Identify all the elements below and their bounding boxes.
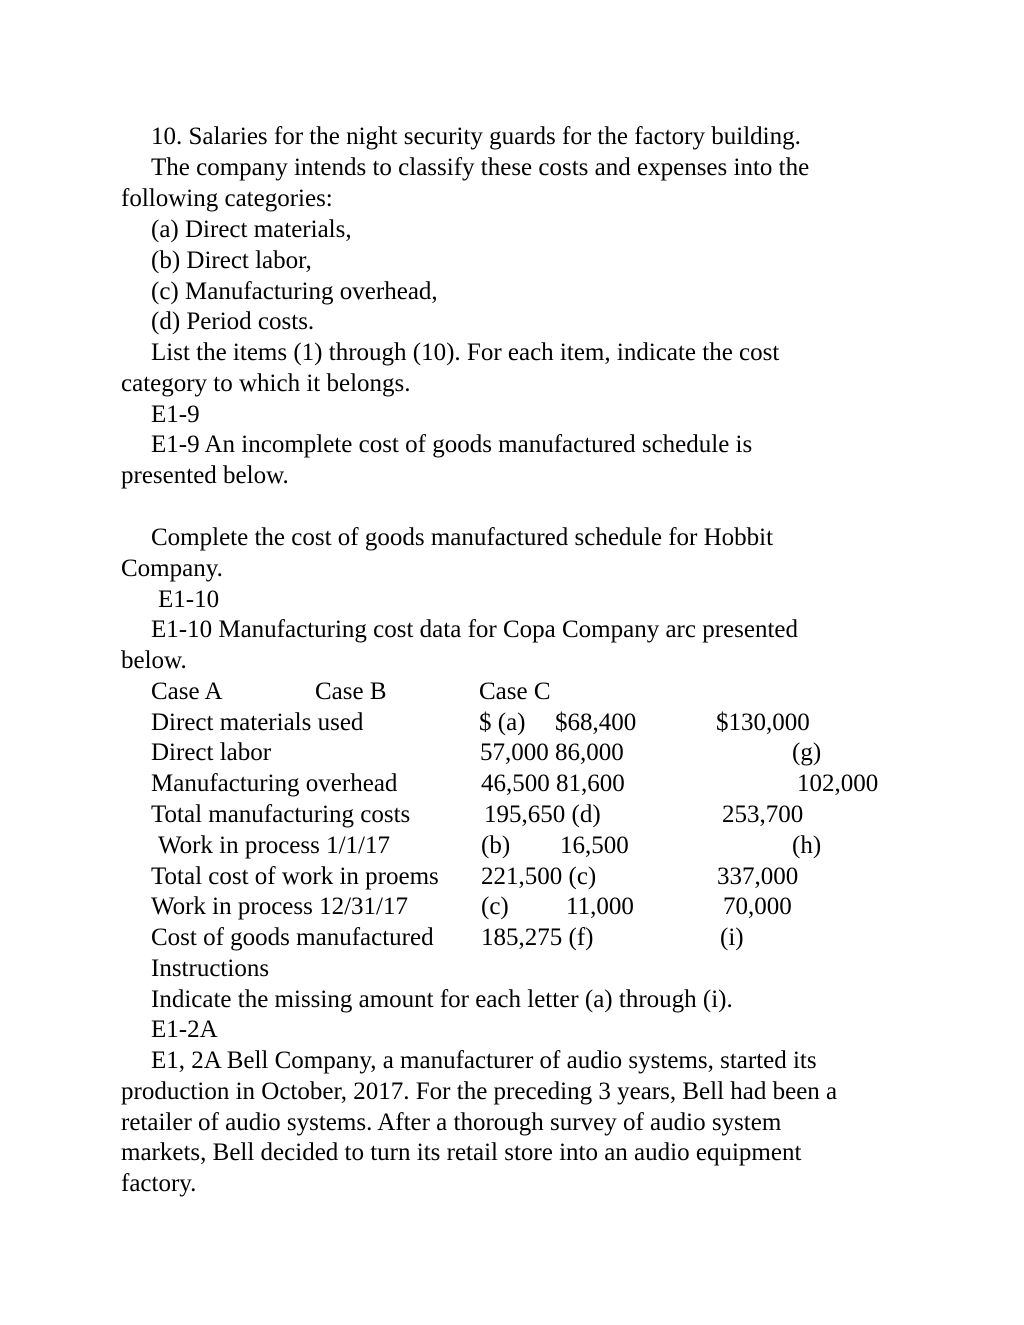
text-line: category to which it belongs.	[121, 370, 411, 397]
text-line: production in October, 2017. For the preceding 3 years, Bell had been a	[121, 1078, 838, 1105]
table-cell: 57,000 86,000	[480, 739, 624, 766]
table-cell: 253,700	[722, 801, 804, 828]
table-cell: (h)	[792, 832, 822, 859]
table-cell: (i)	[720, 924, 744, 951]
row-label: Direct materials used	[151, 709, 364, 736]
column-header: Case C	[479, 678, 551, 705]
table-cell: $ (a)	[479, 709, 526, 736]
text-line: Company.	[121, 555, 223, 582]
column-header: Case A	[151, 678, 223, 705]
row-label: Cost of goods manufactured	[151, 924, 434, 951]
text-line: retailer of audio systems. After a thorough survey of audio system	[121, 1109, 782, 1136]
table-cell: $68,400	[555, 709, 637, 736]
text-line: presented below.	[121, 462, 289, 489]
table-cell: 195,650 (d)	[484, 801, 601, 828]
column-header: Case B	[315, 678, 387, 705]
table-cell: 11,000	[566, 893, 634, 920]
text-line: Indicate the missing amount for each letter (a) through (i).	[151, 986, 733, 1013]
category-item-c: (c) Manufacturing overhead,	[151, 278, 438, 305]
text-line: below.	[121, 647, 187, 674]
category-item-a: (a) Direct materials,	[151, 216, 352, 243]
category-item-d: (d) Period costs.	[151, 308, 315, 335]
text-line: factory.	[121, 1170, 197, 1197]
row-label: Work in process 1/1/17	[158, 832, 390, 859]
text-line: following categories:	[121, 185, 333, 212]
exercise-heading: E1-10	[158, 586, 220, 613]
text-line: 10. Salaries for the night security guards for the factory building.	[151, 123, 801, 150]
table-cell: $130,000	[716, 709, 810, 736]
category-item-b: (b) Direct labor,	[151, 247, 312, 274]
table-cell: 70,000	[723, 893, 792, 920]
text-line: markets, Bell decided to turn its retail store into an audio equipment	[121, 1139, 802, 1166]
text-line: List the items (1) through (10). For each item, indicate the cost	[151, 339, 780, 366]
text-line: E1-9 An incomplete cost of goods manufactured schedule is	[151, 431, 753, 458]
exercise-heading: E1-2A	[151, 1016, 218, 1043]
table-cell: (c)	[481, 893, 509, 920]
row-label: Total cost of work in proems	[151, 863, 439, 890]
table-cell: 221,500 (c)	[481, 863, 597, 890]
section-heading: Instructions	[151, 955, 270, 982]
table-cell: 46,500 81,600	[481, 770, 625, 797]
row-label: Total manufacturing costs	[151, 801, 411, 828]
row-label: Work in process 12/31/17	[151, 893, 408, 920]
text-line: The company intends to classify these costs and expenses into the	[151, 154, 810, 181]
row-label: Manufacturing overhead	[151, 770, 398, 797]
row-label: Direct labor	[151, 739, 272, 766]
table-cell: 102,000	[797, 770, 879, 797]
text-line: Complete the cost of goods manufactured schedule for Hobbit	[151, 524, 774, 551]
table-cell: (b)	[481, 832, 511, 859]
text-line: E1, 2A Bell Company, a manufacturer of audio systems, started its	[151, 1047, 817, 1074]
table-cell: 16,500	[560, 832, 629, 859]
text-line: E1-10 Manufacturing cost data for Copa Company arc presented	[151, 616, 799, 643]
table-cell: (g)	[792, 739, 822, 766]
exercise-heading: E1-9	[151, 401, 200, 428]
table-cell: 185,275 (f)	[481, 924, 594, 951]
table-cell: 337,000	[717, 863, 799, 890]
